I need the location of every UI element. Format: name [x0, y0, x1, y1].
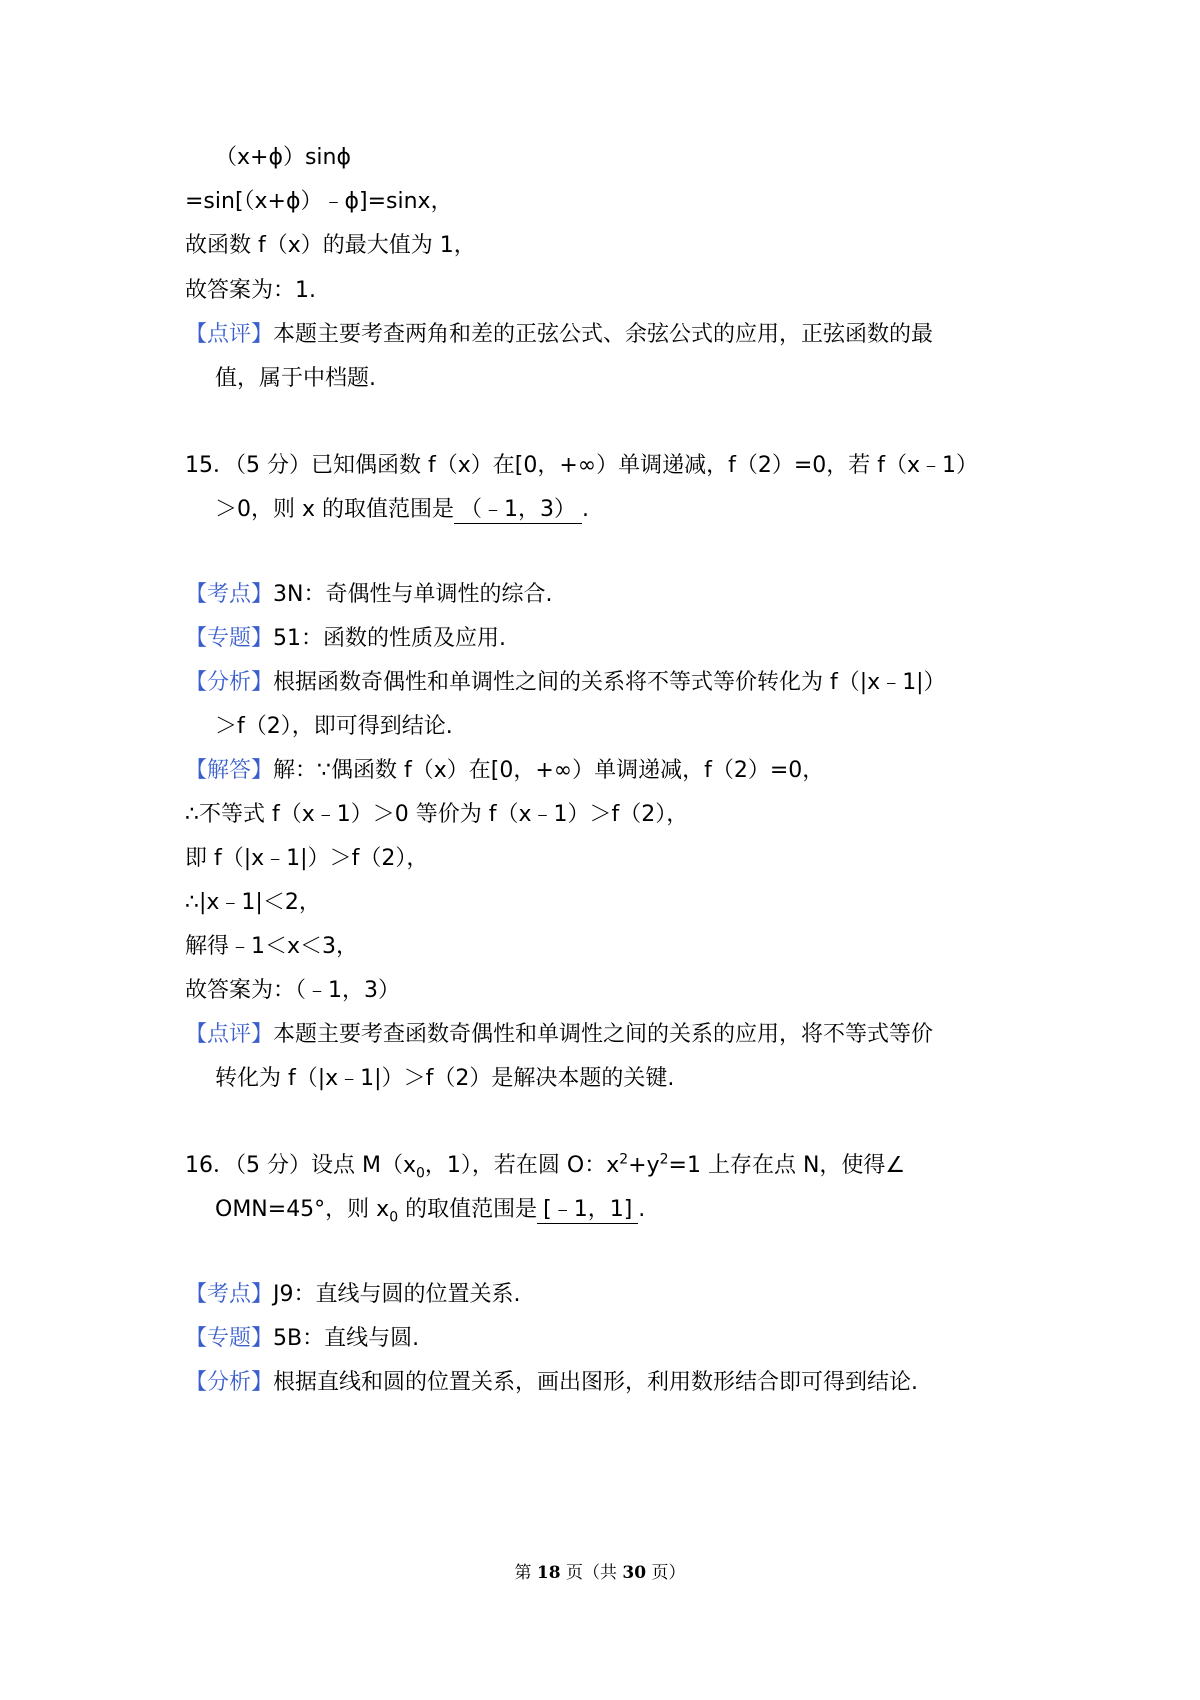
text-line: 故函数 f（x）的最大值为 1，	[185, 233, 476, 258]
page-number: 18	[536, 1563, 561, 1583]
text-line: 解得﹣1＜x＜3，	[185, 934, 359, 959]
dianping-line: 【点评】本题主要考查函数奇偶性和单调性之间的关系的应用，将不等式等价	[185, 1022, 934, 1047]
fenxi-line: 【分析】根据直线和圆的位置关系，画出图形，利用数形结合即可得到结论.	[185, 1370, 919, 1395]
text-line: 即 f（|x﹣1|）＞f（2），	[185, 846, 429, 871]
kaodian-tag: 【考点】	[185, 582, 274, 607]
fenxi-tag: 【分析】	[185, 1370, 274, 1395]
review-tag: 【点评】	[185, 322, 274, 347]
fenxi-tag: 【分析】	[185, 670, 274, 695]
text-line: 故答案为：1.	[185, 278, 316, 303]
text-line: 转化为 f（|x﹣1|）＞f（2）是解决本题的关键.	[215, 1066, 675, 1091]
kaodian-tag: 【考点】	[185, 1282, 274, 1307]
jieda-tag: 【解答】	[185, 758, 274, 783]
dianping-tag: 【点评】	[185, 1022, 274, 1047]
kaodian-line: 【考点】J9：直线与圆的位置关系.	[185, 1282, 521, 1307]
zhuanti-tag: 【专题】	[185, 1326, 274, 1351]
text-line: =sin[（x+ϕ）﹣ϕ]=sinx，	[185, 189, 453, 214]
text-line: ∴|x﹣1|＜2，	[185, 890, 321, 915]
fenxi-line: 【分析】根据函数奇偶性和单调性之间的关系将不等式等价转化为 f（|x﹣1|）	[185, 670, 946, 695]
page-footer: 第 18 页（共 30 页）	[514, 1563, 686, 1583]
zhuanti-line: 【专题】51：函数的性质及应用.	[185, 626, 507, 651]
question-15-stem: 15．（5 分）已知偶函数 f（x）在[0，+∞）单调递减，f（2）=0，若 f（x﹣1）	[185, 453, 979, 478]
question-16-stem: 16．（5 分）设点 $M(x_0$，1），若在圆 O：$x^2+y^2=1$ 上存在点 N，使得∠	[185, 1151, 906, 1182]
text-line: （x+ϕ）sinϕ	[215, 145, 351, 170]
jieda-line: 【解答】解：∵偶函数 f（x）在[0，+∞）单调递减，f（2）=0，	[185, 758, 825, 783]
answer-blank: （﹣1，3）	[454, 497, 582, 524]
text-line: ＞f（2），即可得到结论.	[215, 714, 453, 739]
kaodian-line: 【考点】3N：奇偶性与单调性的综合.	[185, 582, 553, 607]
page-total: 30	[622, 1563, 647, 1583]
text-line: ∴不等式 f（x﹣1）＞0 等价为 f（x﹣1）＞f（2），	[185, 802, 689, 827]
review-line: 【点评】本题主要考查两角和差的正弦公式、余弦公式的应用，正弦函数的最	[185, 322, 934, 347]
answer-blank: [﹣1，1]	[537, 1197, 638, 1224]
text-line: 故答案为：（﹣1，3）	[185, 978, 400, 1003]
question-15-stem-cont: ＞0，则 x 的取值范围是 （﹣1，3） .	[215, 497, 590, 522]
text-line: 值，属于中档题.	[215, 366, 376, 391]
zhuanti-line: 【专题】5B：直线与圆.	[185, 1326, 420, 1351]
question-16-stem-cont: OMN=45°，则 $x_0$ 的取值范围是 [﹣1，1] .	[215, 1197, 646, 1226]
zhuanti-tag: 【专题】	[185, 626, 274, 651]
